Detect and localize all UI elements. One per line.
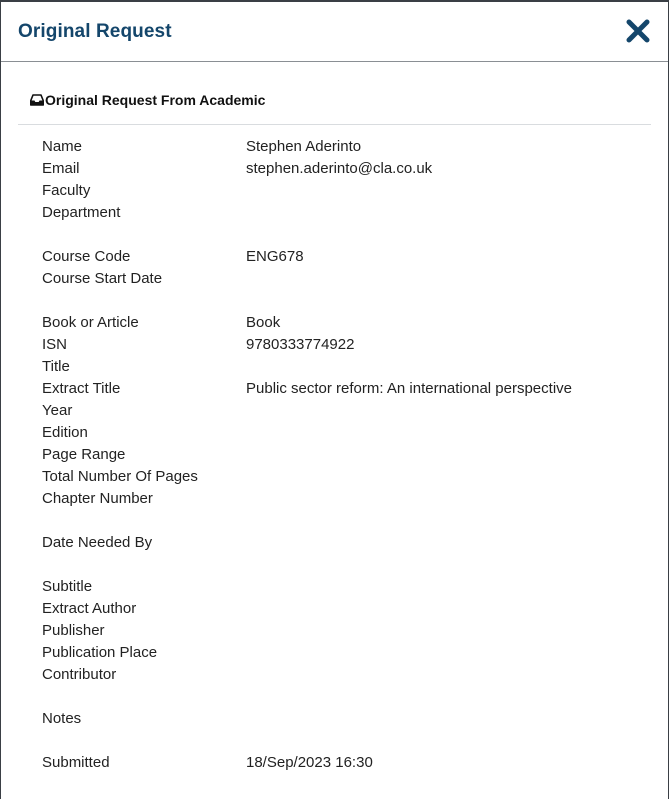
field-row-publication-place bbox=[42, 642, 651, 664]
field-row-submitted bbox=[42, 752, 651, 774]
field-row-total-pages bbox=[42, 466, 651, 488]
field-row-book-or-article bbox=[42, 312, 651, 334]
inbox-icon bbox=[30, 94, 44, 106]
field-row-contributor bbox=[42, 664, 651, 686]
spacer bbox=[42, 554, 651, 576]
field-row-isn bbox=[42, 334, 651, 356]
field-row-edition bbox=[42, 422, 651, 444]
field-value bbox=[246, 400, 651, 422]
field-label: Book or Article bbox=[42, 314, 139, 331]
request-details bbox=[18, 136, 651, 774]
field-value bbox=[246, 532, 651, 554]
field-value: stephen.aderinto@cla.co.uk bbox=[246, 160, 433, 177]
field-label: Year bbox=[42, 402, 73, 419]
field-label: Edition bbox=[42, 424, 88, 441]
field-label: Contributor bbox=[42, 666, 117, 683]
field-label: Name bbox=[42, 138, 83, 155]
field-row-year bbox=[42, 400, 651, 422]
spacer bbox=[42, 686, 651, 708]
field-label: Course Start Date bbox=[42, 270, 163, 287]
field-value bbox=[246, 180, 651, 202]
close-button[interactable] bbox=[626, 19, 650, 43]
field-value bbox=[246, 466, 651, 488]
close-x-icon bbox=[626, 19, 650, 43]
field-label: Extract Author bbox=[42, 600, 137, 617]
field-row-subtitle bbox=[42, 576, 651, 598]
field-value: 9780333774922 bbox=[246, 336, 355, 353]
field-value: Book bbox=[246, 314, 281, 331]
field-row-email bbox=[42, 158, 651, 180]
field-label: ISN bbox=[42, 336, 68, 353]
field-value: 18/Sep/2023 16:30 bbox=[246, 754, 373, 771]
modal-header bbox=[1, 2, 668, 62]
field-row-course-code bbox=[42, 246, 651, 268]
field-row-date-needed-by bbox=[42, 532, 651, 554]
modal-title: Original Request bbox=[18, 21, 172, 42]
field-label: Publisher bbox=[42, 622, 105, 639]
field-label: Department bbox=[42, 204, 121, 221]
field-row-extract-author bbox=[42, 598, 651, 620]
field-value bbox=[246, 620, 651, 642]
field-value bbox=[246, 356, 651, 378]
spacer bbox=[42, 290, 651, 312]
field-label: Date Needed By bbox=[42, 534, 153, 551]
field-row-course-start-date bbox=[42, 268, 651, 290]
field-row-chapter-number bbox=[42, 488, 651, 510]
field-label: Course Code bbox=[42, 248, 131, 265]
field-label: Total Number Of Pages bbox=[42, 468, 198, 485]
field-label: Faculty bbox=[42, 182, 91, 199]
field-label: Chapter Number bbox=[42, 490, 153, 507]
spacer bbox=[42, 510, 651, 532]
field-label: Notes bbox=[42, 710, 82, 727]
field-row-title bbox=[42, 356, 651, 378]
field-label: Extract Title bbox=[42, 380, 121, 397]
field-value bbox=[246, 598, 651, 620]
field-row-notes bbox=[42, 708, 651, 730]
field-label: Subtitle bbox=[42, 578, 93, 595]
field-value bbox=[246, 642, 651, 664]
field-label: Title bbox=[42, 358, 70, 375]
field-value: ENG678 bbox=[246, 248, 304, 265]
field-row-department bbox=[42, 202, 651, 224]
field-value bbox=[246, 708, 651, 730]
field-label: Submitted bbox=[42, 754, 110, 771]
section-header bbox=[18, 62, 651, 125]
field-value bbox=[246, 664, 651, 686]
field-row-extract-title bbox=[42, 378, 651, 400]
section-title: Original Request From Academic bbox=[45, 92, 266, 108]
field-value bbox=[246, 488, 651, 510]
field-value: Public sector reform: An international perspective bbox=[246, 380, 572, 397]
field-value bbox=[246, 576, 651, 598]
field-label: Publication Place bbox=[42, 644, 158, 661]
field-row-name bbox=[42, 136, 651, 158]
spacer bbox=[42, 730, 651, 752]
field-row-publisher bbox=[42, 620, 651, 642]
field-label: Page Range bbox=[42, 446, 126, 463]
field-value bbox=[246, 202, 651, 224]
academic-request-section bbox=[18, 62, 651, 774]
field-row-page-range bbox=[42, 444, 651, 466]
spacer bbox=[42, 224, 651, 246]
field-value bbox=[246, 268, 651, 290]
field-label: Email bbox=[42, 160, 80, 177]
field-value: Stephen Aderinto bbox=[246, 138, 362, 155]
field-row-faculty bbox=[42, 180, 651, 202]
field-value bbox=[246, 422, 651, 444]
field-value bbox=[246, 444, 651, 466]
